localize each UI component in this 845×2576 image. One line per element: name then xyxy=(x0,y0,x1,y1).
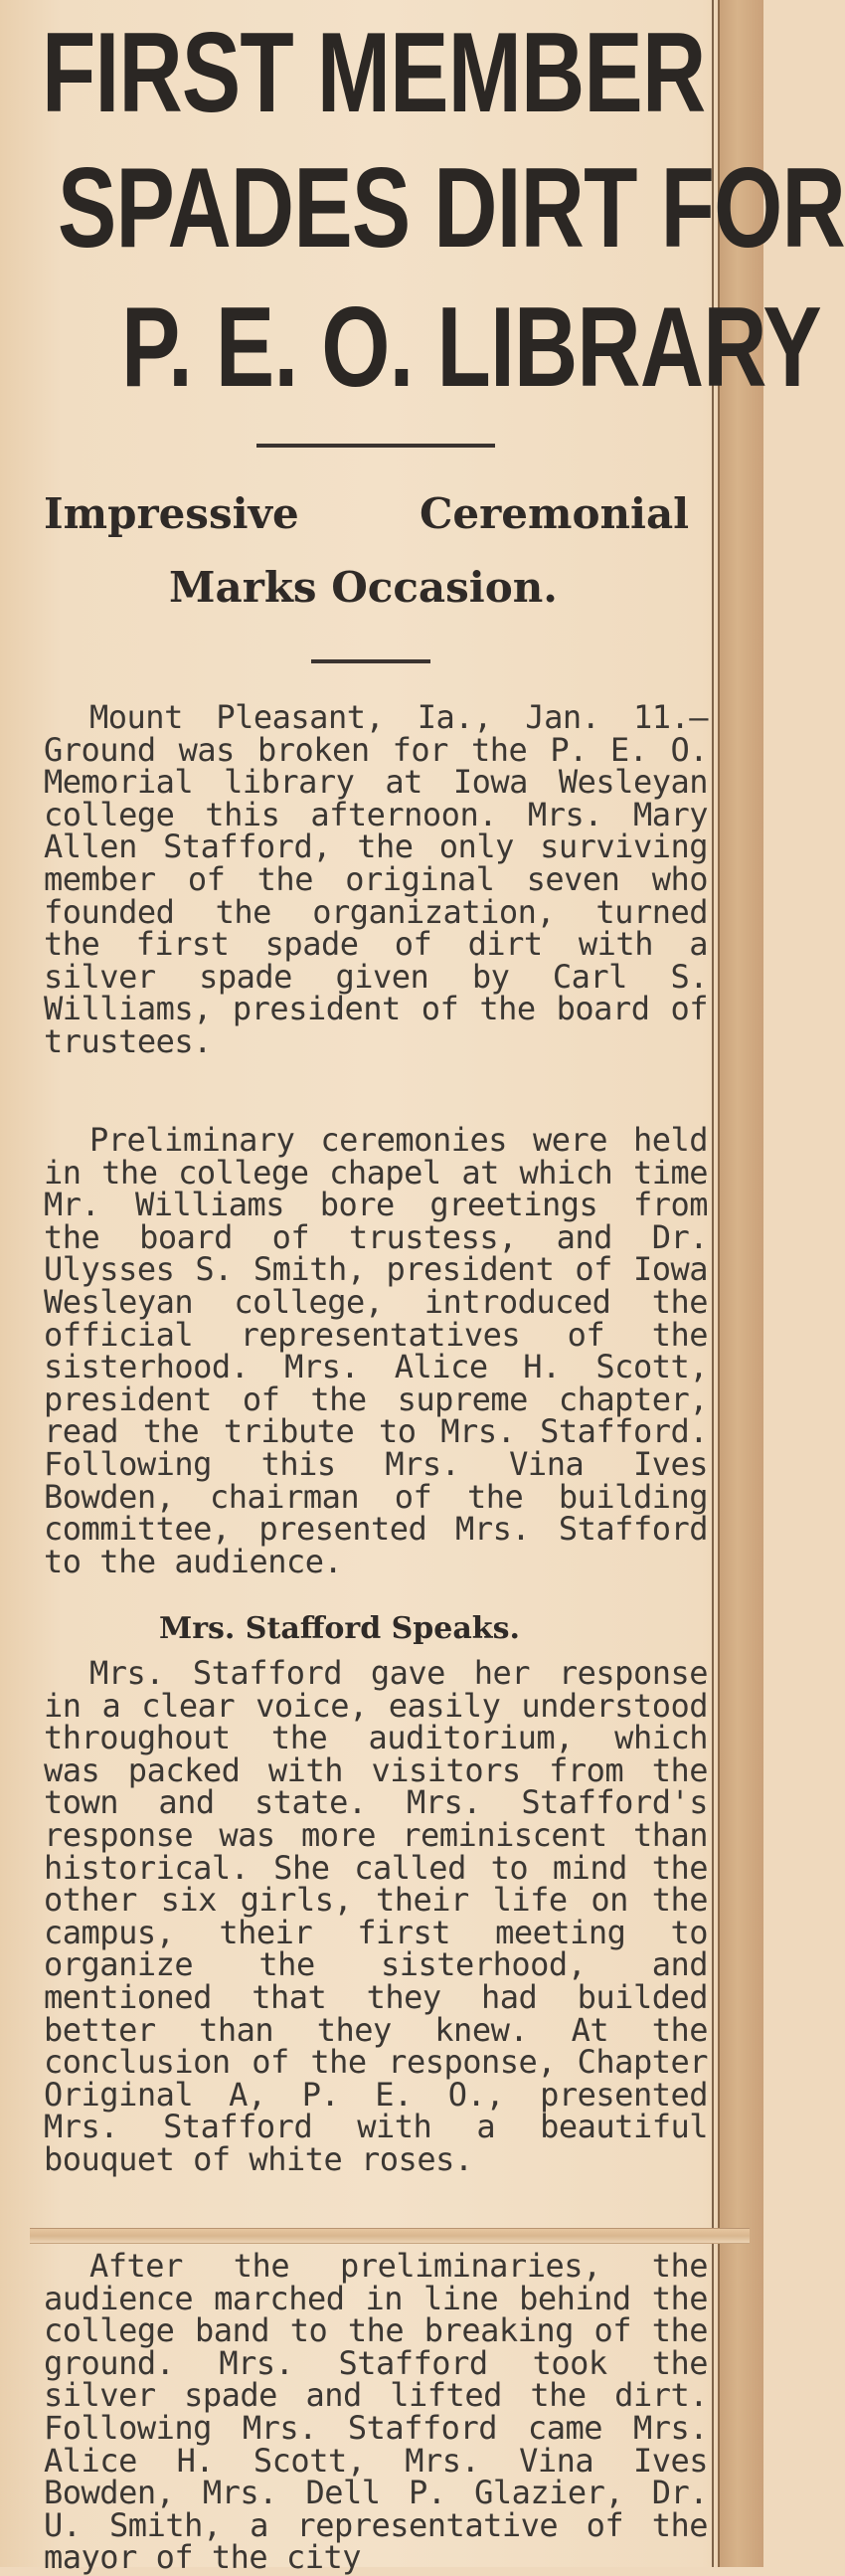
article-column xyxy=(30,0,845,2576)
subhead-word-1: Impressive xyxy=(44,489,299,538)
headline-line-2: SPADES DIRT FOR xyxy=(58,145,845,272)
article-paragraph-3: Mrs. Stafford gave her response in a clear voice, easily understood throughout the auditorium, which was packed with visitors from the town and state. Mrs. Stafford's response was more reminiscent than historical. She called to mind the other six girls, their life on the campus, their first meeting to organize the sisterhood, and mentioned that they had builded better than they knew. At the conclusion of the response, Chapter Original A, P. E. O., presented Mrs. Stafford with a beautiful bouquet of white roses. xyxy=(44,1654,708,2178)
article-paragraph-1: Mount Pleasant, Ia., Jan. 11.—Ground was broken for the P. E. O. Memorial library at Iowa Wesleyan college this afternoon. Mrs. Mary Allen Stafford, the only surviving member of the original seven who founded the organization, turned the first spade of dirt with a silver spade given by Carl S. Williams, president of the board of trustees. xyxy=(44,698,708,1060)
headline-line-1: FIRST MEMBER xyxy=(42,10,706,136)
subhead-divider xyxy=(311,659,430,663)
article-paragraph-4: After the preliminaries, the audience marched in line behind the college band to the breaking of the ground. Mrs. Stafford took the silver spade and lifted the dirt. Following Mrs. Stafford came Mrs. Alice H. Scott, Mrs. Vina Ives Bowden, Mrs. Dell P. Glazier, Dr. U. Smith, a representative of the mayor of the city xyxy=(44,2247,708,2576)
section-heading: Mrs. Stafford Speaks. xyxy=(159,1611,520,1646)
clipping-fold xyxy=(30,2228,750,2244)
article-paragraph-2: Preliminary ceremonies were held in the college chapel at which time Mr. Williams bore greetings from the board of trustess, and Dr. Ulysses S. Smith, president of Iowa Wesleyan college, introduced the official representatives of the sisterhood. Mrs. Alice H. Scott, president of the supreme chapter, read the tribute to Mrs. Stafford. Following this Mrs. Vina Ives Bowden, chairman of the building committee, presented Mrs. Stafford to the audience. xyxy=(44,1121,708,1580)
headline-divider xyxy=(256,444,495,448)
subhead-word-2: Ceremonial xyxy=(420,489,690,538)
headline-line-3: P. E. O. LIBRARY xyxy=(121,284,821,411)
subhead-line-2: Marks Occasion. xyxy=(169,563,558,612)
